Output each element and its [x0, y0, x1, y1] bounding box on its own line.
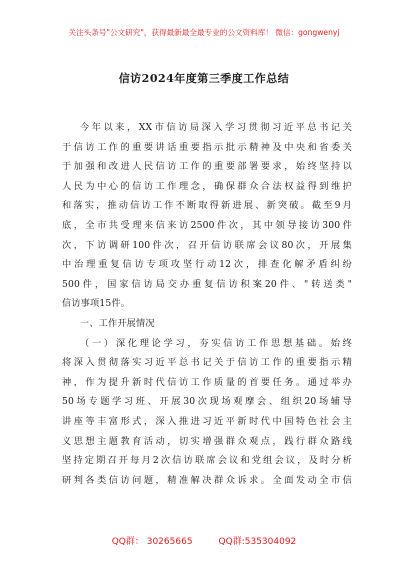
- footer-qq-group-2: QQ群:535304092: [218, 537, 297, 547]
- body-line: 底，全市共受理来信来访2500件次，其中领导接访300件: [62, 219, 352, 231]
- body-line: 于信访工作的重要讲话重要指示批示精神及中央和省委关: [62, 141, 352, 153]
- body-line: 今年以来，XX市信访局深入学习贯彻习近平总书记关: [80, 122, 352, 133]
- body-line: 50场专题学习班、开展30次现场观摩会、组织20场辅导: [62, 396, 352, 408]
- body-line: 和落实，推动信访工作不断取得新进展、新突破。截至9月: [62, 200, 352, 212]
- body-line: 次，下访调研100件次，召开信访联席会议80次，开展集: [62, 239, 352, 251]
- footer-qq-group-1: QQ群： 30265665: [111, 537, 193, 547]
- body-line: （一）深化理论学习，夯实信访工作思想基础。始终: [80, 337, 352, 349]
- body-line: 将深入贯彻落实习近平总书记关于信访工作的重要指示精: [62, 357, 352, 369]
- body-line: 信访事项15件。: [62, 298, 131, 310]
- header-banner: 关注头条号"公文研究"，获得最新最全最专业的公文资料库！ 微信：gongwenyj: [68, 28, 340, 37]
- section-heading: 一、工作开展情况: [80, 317, 155, 329]
- body-line: 义思想主题教育活动，切实增强群众观点，践行群众路线: [62, 435, 352, 447]
- body-line: 500件，国家信访局交办重复信访积案20件、"转送类": [62, 278, 352, 290]
- body-line: 研判各类信访问题，精准解决群众诉求。全面发动全市信: [62, 474, 352, 486]
- document-body: [62, 118, 352, 490]
- body-line: 神，作为提升新时代信访工作质量的首要任务。通过举办: [62, 376, 352, 388]
- body-line: 讲座等丰富形式，深入推进习近平新时代中国特色社会主: [62, 415, 352, 427]
- body-line: 于加强和改进人民信访工作的重要部署要求，始终坚持以: [62, 161, 352, 173]
- body-line: 中治理重复信访专项攻坚行动12次，排查化解矛盾纠纷: [62, 259, 352, 271]
- footer-contact: [0, 534, 408, 547]
- body-line: 人民为中心的信访工作理念，确保群众合法权益得到维护: [62, 180, 352, 192]
- document-title: 信访2024年度第三季度工作总结: [118, 72, 290, 85]
- body-line: 坚持定期召开每月2次信访联席会议和党组会议，及时分析: [62, 455, 352, 467]
